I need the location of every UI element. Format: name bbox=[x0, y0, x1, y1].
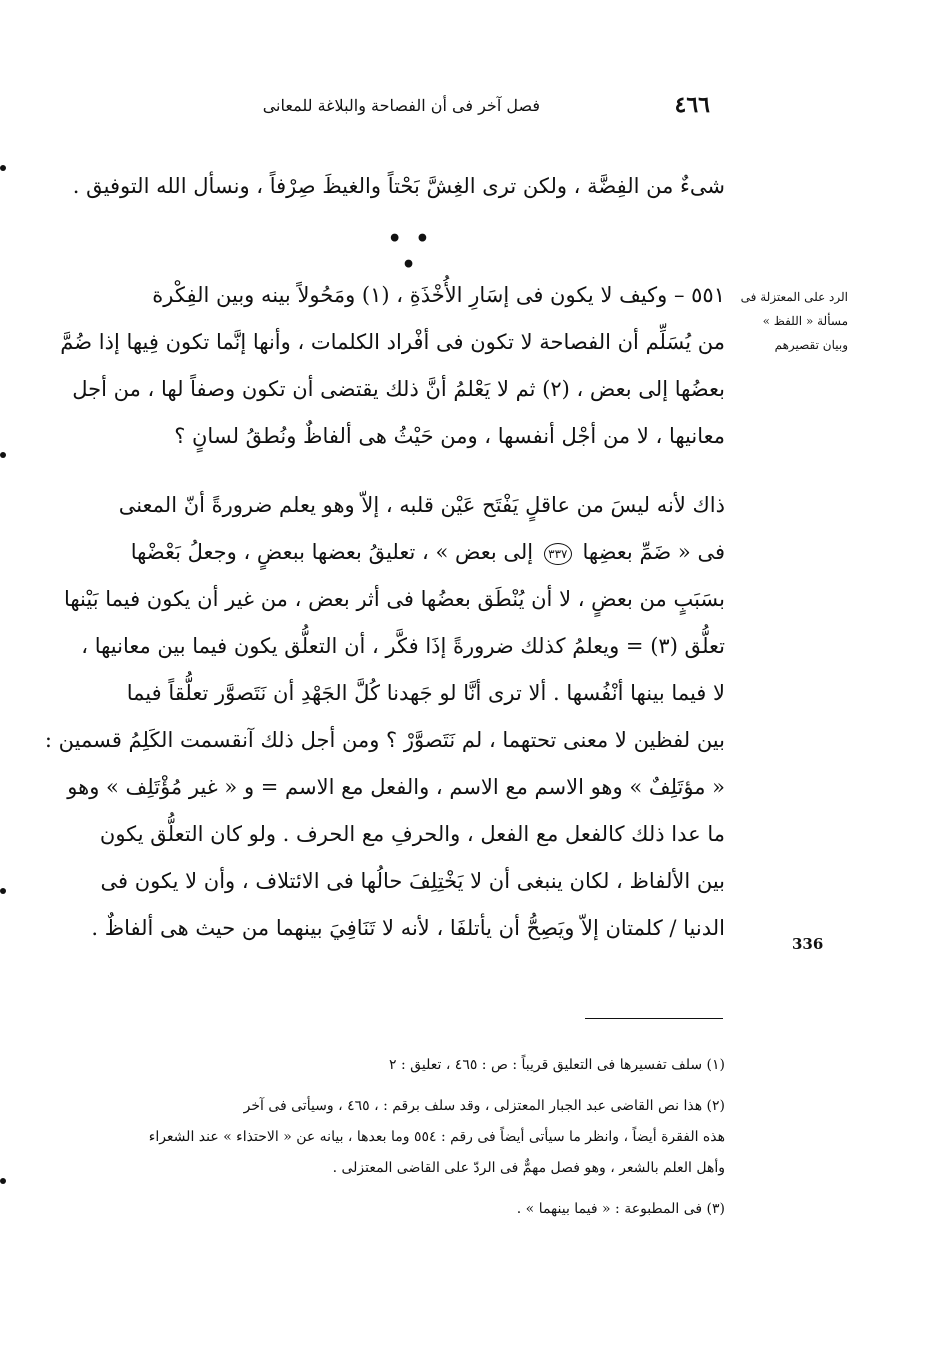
text-line-with-badge bbox=[100, 529, 725, 576]
text-line: ما عدا ذلك كالفعل مع الفعل ، والحرفِ مع الحرف . ولو كان التعلُّق يكون bbox=[99, 822, 725, 846]
text-line: ذاك لأنه ليسَ من عاقلٍ يَفْتَح عَيْن قلبه ، إلاّ وهو يعلم ضرورةً أنّ المعنى bbox=[118, 493, 725, 517]
sidenote-line: الرد على المعتزلة فى bbox=[740, 290, 848, 304]
footnote-1: (١) سلف تفسيرها فى التعليق قريباً : ص : ٤٦٥ ، تعليق : ٢ bbox=[389, 1057, 725, 1073]
text-line: بعضُها إلى بعض ، (٢) ثم لا يَعْلمُ أنَّ ذلك يقتضى أن تكون وصفاً لها ، من أجل bbox=[72, 377, 725, 401]
text-line: الدنيا / كلمتان إلاّ ويَصِحُّ أن يأتلفَا ، لأنه لا تَنَافِيَ بينهما من حيث هى ألفاظٌ . bbox=[91, 916, 725, 940]
paragraph-reply bbox=[44, 482, 725, 952]
text-line: شىءٌ من الفِضَّة ، ولكن ترى الغِشَّ بَحْتاً والغيظَ صِرْفاً ، ونسأل الله التوفيق . bbox=[72, 174, 725, 198]
text-line: لا فيما بينها أنْفُسها . ألا ترى أنَّا لو جَهدنا كُلَّ الجَهْدِ أن نَتَصوَّر تعلُّقاً فيما bbox=[126, 681, 725, 705]
text-segment: إلى بعض » ، تعليقُ بعضها ببعضٍ ، وجعلُ بَعْضْها bbox=[130, 540, 534, 564]
text-line: تعلُّق (٣) = ويعلمُ كذلك ضرورةً إذَا فكَّر ، أن التعلُّق يكون فيما بين معانيها ، bbox=[81, 634, 725, 658]
text-line: معانيها ، لا من أجْل أنفسها ، ومن حَيْثُ هى ألفاظٌ ونُطقُ لسانٍ ؟ bbox=[174, 424, 725, 448]
page-header bbox=[250, 92, 710, 124]
footnote-rule bbox=[585, 1018, 723, 1019]
footnotes bbox=[148, 1050, 725, 1225]
sidenote-line: مسألة « اللفظ » bbox=[762, 314, 848, 328]
text-line: بين لفظين لا معنى تحتهما ، لم نَتَصوَّرْ ؟ ومن أجل ذلك آنقسمت الكَلِمُ قسمين : bbox=[44, 728, 725, 752]
margin-sidenote bbox=[736, 285, 848, 357]
scan-edge-mark bbox=[0, 452, 6, 458]
scan-edge-mark bbox=[0, 165, 6, 171]
margin-page-reference: 336 bbox=[792, 935, 824, 953]
scan-edge-mark bbox=[0, 888, 6, 894]
scan-edge-mark bbox=[0, 1178, 6, 1184]
page-number: ٤٦٦ bbox=[674, 92, 710, 118]
footnote-2-line: وأهل العلم بالشعر ، وهو فصل مهمٌّ فى الردّ على القاضى المعتزلى . bbox=[332, 1160, 725, 1176]
opening-paragraph bbox=[72, 163, 725, 210]
running-title: فصل آخر فى أن الفصاحة والبلاغة للمعانى bbox=[262, 96, 540, 115]
footnote-2-line: (٢) هذا نص القاضى عبد الجبار المعتزلى ، وقد سلف برقم : ، ٤٦٥ ، وسيأتى فى آخر bbox=[243, 1098, 725, 1114]
footnote-3: (٣) فى المطبوعة : « فيما بينهما » . bbox=[516, 1201, 725, 1217]
paragraph-551 bbox=[60, 272, 725, 460]
text-segment: فى « ضَمِّ بعضِها bbox=[582, 540, 725, 564]
text-line: من يُسَلِّم أن الفصاحة لا تكون فى أفْراد الكلمات ، وأنها إنَّما تكون فِيها إذا ضُمَّ bbox=[60, 330, 725, 354]
text-line: ٥٥١ – وكيف لا يكون فى إسَارِ الأُخْذَةِ ، (١) ومَحُولاً بينه وبين الفِكْرة bbox=[152, 283, 725, 307]
footnote-2-line: هذه الفقرة أيضاً ، وانظر ما سيأتى أيضاً فى رقم : ٥٥٤ وما بعدها ، بيانه عن « الاحتذاء » عند الشعراء bbox=[148, 1129, 725, 1145]
sidenote-line: وبيان تقصيرهم bbox=[774, 338, 848, 352]
original-page-badge: ٣٣٧ bbox=[544, 543, 572, 565]
text-line: « مؤتَلِفٌ » وهو الاسم مع الاسم ، والفعل مع الاسم = و « غير مُؤْتَلِف » وهو bbox=[67, 775, 725, 799]
text-line: بسَبَبٍ من بعضٍ ، لا أن يُنْطَق بعضُها فى أثر بعض ، من غير أن يكون فيما بَيْنها bbox=[63, 587, 725, 611]
footnote-spacer bbox=[200, 1081, 725, 1091]
section-separator: • • • bbox=[387, 226, 433, 278]
text-line: بين الألفاظ ، لكان ينبغى أن لا يَخْتِلِفَ حالُها فى الائتلاف ، وأن لا يكون فى bbox=[100, 869, 725, 893]
footnote-spacer bbox=[200, 1184, 725, 1194]
